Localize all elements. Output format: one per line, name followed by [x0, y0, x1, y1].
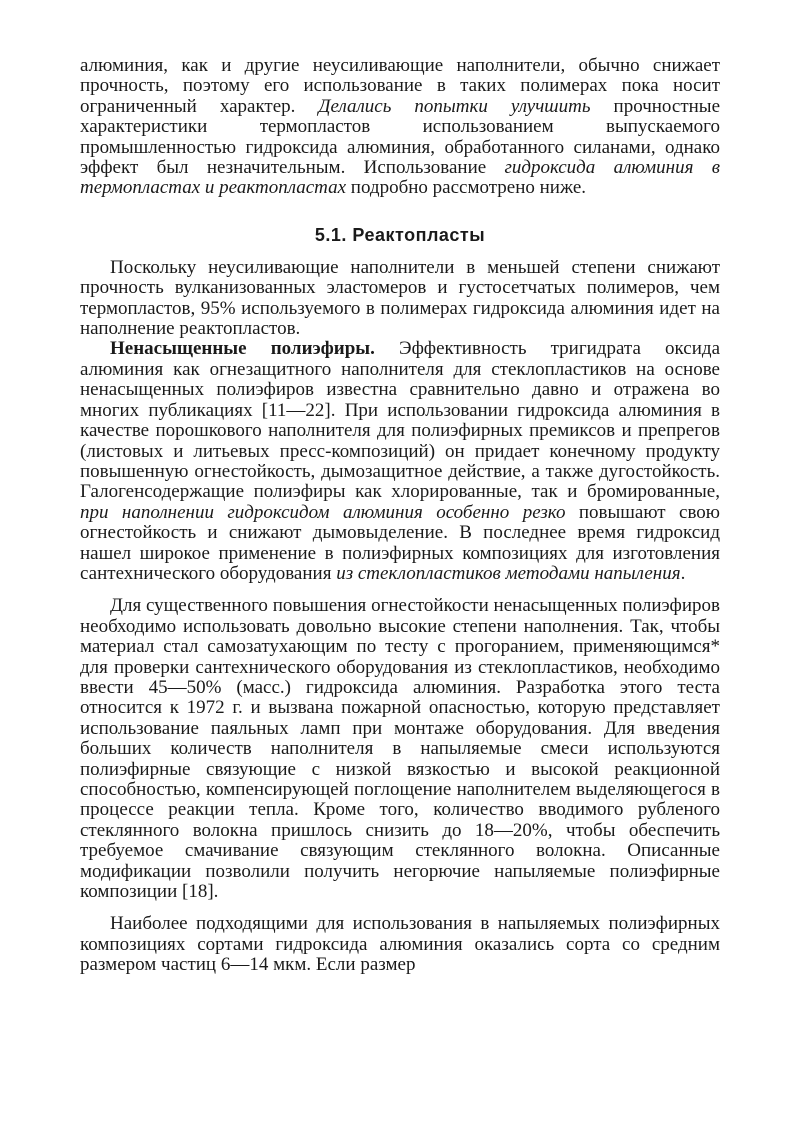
paragraph-unsaturated-polyesters: [80, 339, 720, 584]
paragraph-fire-resistance: Для существенного повышения огнестойкости ненасыщенных полиэфиров необходимо использовать довольно высокие степени наполнения. Так, чтобы материал стал самозатухающим по тесту с прогоранием, применяющимся* для проверки сантехнического оборудования из стеклопластиков, необходимо ввести 45—50% (масс.) гидроксида алюминия. Разработка этого теста относится к 1972 г. и вызвана пожарной опасностью, которую представляет использование паяльных ламп при монтаже оборудования. Для введения больших количеств наполнителя в напыляемые смеси используются полиэфирные связующие с низкой вязкостью и высокой реакционной способностью, компенсирующей поглощение наполнителем выделяющегося в процессе реакции тепла. Кроме того, количество вводимого рубленого стеклянного волокна пришлось снизить до 18—20%, чтобы обеспечить требуемое смачивание связующим стеклянного волокна. Описанные модификации позволили получить негорючие напыляемые полиэфирные композиции [18].: [80, 595, 720, 903]
text-run: прочностные характеристики термопластов использованием выпускаемого промышленностью гидроксида алюминия, обработанного силанами, однако эффект был незначительным. Использование: [80, 95, 720, 179]
run-in-heading: Ненасыщенные полиэфиры.: [110, 338, 375, 360]
italic-text-run: Делались попытки улучшить: [318, 95, 591, 117]
text-run: Эффективность тригидрата оксида алюминия как огнезащитного наполнителя для стеклопластиков на основе ненасыщенных полиэфиров известна сравнительно давно и отражена во многих публикациях [11—22]. При использовании гидроксида алюминия в качестве порошкового наполнителя для полиэфирных премиксов и препрегов (листовых и литьевых пресс-композиций) он придает конечному продукту повышенную огнестойкость, дымозащитное действие, а также дугостойкость. Галогенсодержащие полиэфиры как хлорированные, так и бромированные,: [80, 338, 720, 503]
section-heading: 5.1. Реактопласты: [314, 224, 486, 245]
italic-text-run: гидроксида алюминия в термопластах и реактопластах: [80, 157, 720, 199]
italic-text-run: при наполнении гидроксидом алюминия особенно резко: [80, 501, 566, 523]
paragraph-intro: Поскольку неусиливающие наполнители в меньшей степени снижают прочность вулканизованных эластомеров и густосетчатых полимеров, чем термопластов, 95% используемого в полимерах гидроксида алюминия идет на наполнение реактопластов.: [80, 256, 720, 340]
text-run: повышают свою огнестойкость и снижают дымовыделение. В последнее время гидроксид нашел широкое применение в полиэфирных композициях для изготовления сантехнического оборудования: [80, 501, 720, 584]
text-run: подробно рассмотрено ниже.: [346, 177, 587, 199]
paragraph-particle-size: Наиболее подходящими для использования в напыляемых полиэфирных композициях сортами гидроксида алюминия оказались сорта со средним размером частиц 6—14 мкм. Если размер: [80, 913, 720, 976]
text-run: .: [680, 562, 686, 584]
italic-text-run: из стеклопластиков методами напыления: [336, 562, 681, 584]
text-run: алюминия, как и другие неусиливающие наполнители, обычно снижает прочность, поэтому его использование в таких полимерах пока носит ограниченный характер.: [80, 55, 720, 117]
paragraph-continued: [80, 56, 720, 199]
